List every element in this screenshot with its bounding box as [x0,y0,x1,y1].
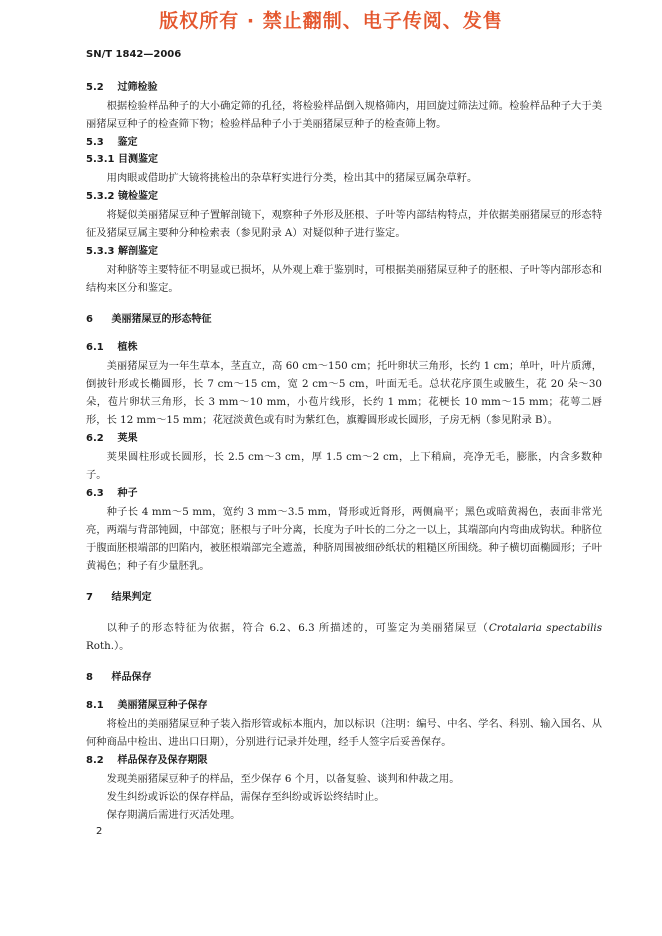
paragraph-8-1: 将检出的美丽猪屎豆种子装入指形管或标本瓶内，加以标识（注明：编号、中名、学名、科别、输入国名、从何种商品中检出、进出口日期），分别进行记录并处理，经手人签字后妥善保存。 [86,718,602,748]
section-number: 6.2 [86,433,104,444]
section-number: 6 [86,314,93,325]
paragraph-5-3-2: 将疑似美丽猪屎豆种子置解剖镜下，观察种子外形及胚根、子叶等内部结构特点，并依据美丽猪屎豆的形态特征及猪屎豆属主要种分种检索表（参见附录 A）对疑似种子进行鉴定。 [86,209,602,239]
section-title: 结果判定 [111,592,152,603]
section-title: 美丽猪屎豆种子保存 [117,700,208,711]
section-heading-8 [86,671,602,685]
section-number: 5.3 [86,137,104,148]
page-number: 2 [96,826,103,837]
paragraph-5-3-3: 对种脐等主要特征不明显或已损坏，从外观上难于鉴别时，可根据美丽猪屎豆种子的胚根、子叶等内部形态和结构来区分和鉴定。 [86,264,602,294]
section-heading-8-2 [86,754,602,768]
section-title: 目测鉴定 [117,154,158,165]
section-title: 镜检鉴定 [117,191,158,202]
section-title: 鉴定 [117,137,138,148]
section-title: 样品保存 [111,672,152,683]
section-number: 5.2 [86,82,104,93]
section-number: 6.3 [86,488,104,499]
section-number: 8 [86,672,93,683]
document-body [86,78,602,824]
section-number: 6.1 [86,342,104,353]
standard-number: SN/T 1842—2006 [86,49,182,60]
section-heading-6-1 [86,341,602,355]
paragraph-7 [86,619,602,655]
section-heading-6-3 [86,487,602,501]
paragraph-6-2: 荚果圆柱形或长圆形，长 2.5 cm～3 cm，厚 1.5 cm～2 cm，上下稍扁，亮净无毛，膨胀，内含多数种子。 [86,451,602,481]
section-title: 解剖鉴定 [117,246,158,257]
paragraph-6-1: 美丽猪屎豆为一年生草本，茎直立，高 60 cm～150 cm；托叶卵状三角形，长约 1 cm；单叶，叶片质薄，倒披针形或长椭圆形，长 7 cm～15 cm，宽 2 cm～5 cm，叶面无毛。总状花序顶生或腋生，花 20 朵～30 朵，苞片卵状三角形，长 3 mm～10 mm，小苞片线形，长约 1 mm；花梗长 10 mm～15 mm；花萼二唇形，长 12 mm～15 mm；花冠淡黄色或有时为紫红色，旗瓣圆形或长圆形，子房无柄（参见附录 B）。 [86,360,602,426]
section-heading-5-2 [86,81,602,95]
section-title: 荚果 [117,433,138,444]
paragraph-5-3-1: 用肉眼或借助扩大镜将挑检出的杂草籽实进行分类，检出其中的猪屎豆属杂草籽。 [106,172,478,184]
section-heading-8-1 [86,699,602,713]
paragraph-8-2-3: 保存期满后需进行灭活处理。 [106,809,241,821]
section-number: 7 [86,592,93,603]
section-number: 5.3.1 [86,154,115,165]
watermark-banner: 版权所有 · 禁止翻制、电子传阅、发售 [159,10,503,32]
latin-name: Crotalaria spectabilis [488,622,602,634]
section-heading-5-3-1 [86,153,602,167]
section-number: 5.3.2 [86,191,115,202]
paragraph-5-2: 根据检验样品种子的大小确定筛的孔径，将检验样品倒入规格筛内，用回旋过筛法过筛。检验样品种子大于美丽猪屎豆种子的检查筛下物；检验样品种子小于美丽猪屎豆种子的检查筛上物。 [86,100,602,130]
author-citation: Roth.）。 [86,640,130,652]
section-heading-5-3-3 [86,245,602,259]
section-heading-5-3-2 [86,190,602,204]
section-heading-6-2 [86,432,602,446]
section-number: 8.2 [86,755,104,766]
section-heading-7 [86,591,602,605]
section-title: 种子 [117,488,138,499]
paragraph-8-2-2: 发生纠纷或诉讼的保存样品，需保存至纠纷或诉讼终结时止。 [106,791,385,803]
section-heading-5-3 [86,136,602,150]
paragraph-8-2-1: 发现美丽猪屎豆种子的样品，至少保存 6 个月，以备复验、谈判和仲裁之用。 [106,773,460,785]
section-title: 美丽猪屎豆的形态特征 [111,314,212,325]
section-heading-6 [86,313,602,327]
section-title: 植株 [117,342,138,353]
section-title: 过筛检验 [117,82,158,93]
section-number: 5.3.3 [86,246,115,257]
conclusion-text: 以种子的形态特征为依据，符合 6.2、6.3 所描述的，可鉴定为美丽猪屎豆（ [106,622,489,634]
paragraph-6-3: 种子长 4 mm～5 mm，宽约 3 mm～3.5 mm，肾形或近肾形，两侧扁平；黑色或暗黄褐色，表面非常光亮，两端与背部钝圆，中部宽；胚根与子叶分离，长度为子叶长的二分之一以上，其端部向内弯曲成钩状。种脐位于腹面胚根端部的凹陷内，被胚根端部完全遮盖，种脐周围被细砂纸状的粗糙区所围绕。种子横切面椭圆形；子叶黄褐色；种子有少量胚乳。 [86,506,602,572]
section-number: 8.1 [86,700,104,711]
section-title: 样品保存及保存期限 [117,755,208,766]
